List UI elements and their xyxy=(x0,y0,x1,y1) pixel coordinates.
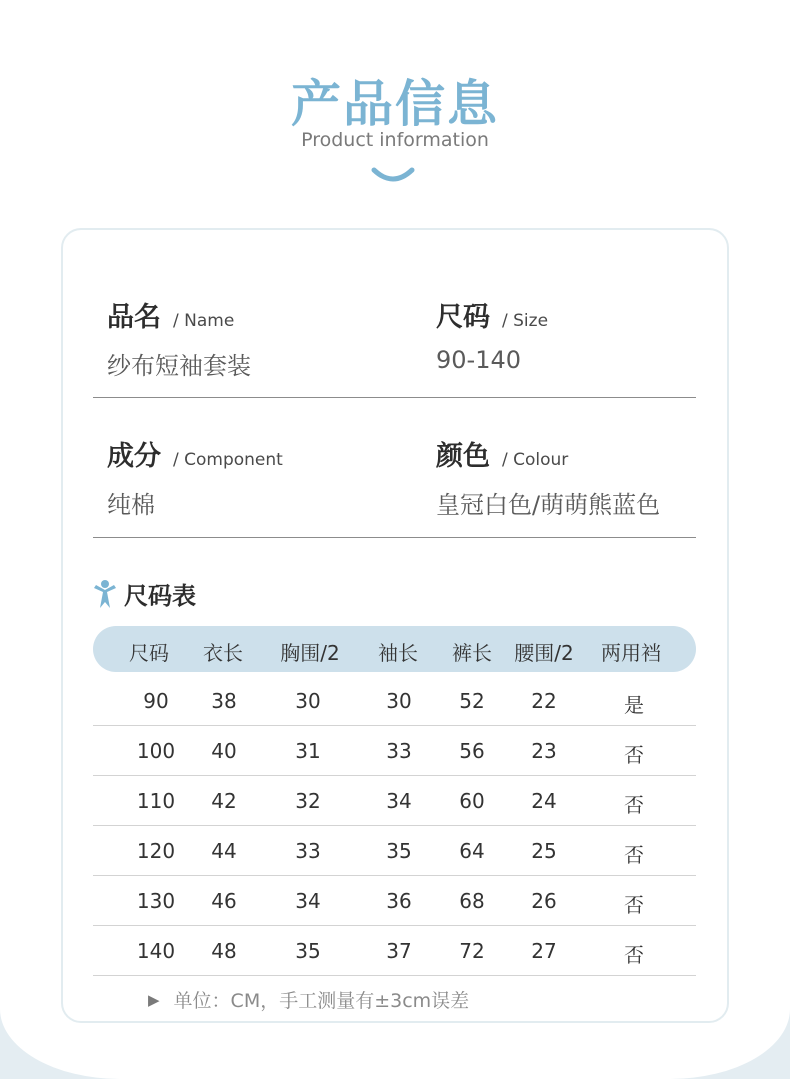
table-cell: 33 xyxy=(386,739,412,763)
header-cell: 两用裆 xyxy=(601,641,661,665)
table-cell: 72 xyxy=(459,939,485,963)
field-size-value: 90-140 xyxy=(436,346,522,374)
field-size xyxy=(436,295,548,374)
table-cell: 26 xyxy=(531,889,557,913)
header-cell: 衣长 xyxy=(203,641,243,665)
table-cell: 22 xyxy=(531,689,557,713)
divider xyxy=(93,397,696,398)
table-cell: 68 xyxy=(459,889,485,913)
header-cell: 裤长 xyxy=(452,641,492,665)
table-cell: 48 xyxy=(211,939,237,963)
size-chart-title: 尺码表 xyxy=(124,582,196,610)
child-figure-icon xyxy=(92,579,118,609)
field-name-en: / Name xyxy=(173,311,235,331)
table-cell: 56 xyxy=(459,739,485,763)
table-cell: 32 xyxy=(295,789,321,813)
table-cell: 60 xyxy=(459,789,485,813)
field-colour xyxy=(436,434,660,520)
table-cell: 24 xyxy=(531,789,557,813)
table-cell: 是 xyxy=(624,693,644,717)
table-cell: 34 xyxy=(386,789,412,813)
table-row xyxy=(93,726,696,776)
table-cell: 40 xyxy=(211,739,237,763)
table-cell: 33 xyxy=(295,839,321,863)
table-cell: 46 xyxy=(211,889,237,913)
field-name xyxy=(107,295,251,381)
table-cell: 36 xyxy=(386,889,412,913)
field-component xyxy=(107,434,283,520)
table-cell: 42 xyxy=(211,789,237,813)
table-cell: 34 xyxy=(295,889,321,913)
table-cell: 37 xyxy=(386,939,412,963)
field-component-label: 成分 xyxy=(107,441,161,472)
field-size-label: 尺码 xyxy=(436,302,490,333)
table-cell: 100 xyxy=(136,739,176,763)
table-cell: 30 xyxy=(295,689,321,713)
table-cell: 64 xyxy=(459,839,485,863)
header-cell: 尺码 xyxy=(129,641,169,665)
table-row xyxy=(93,876,696,926)
table-cell: 140 xyxy=(136,939,176,963)
header-cell: 袖长 xyxy=(378,641,418,665)
header-cell: 腰围/2 xyxy=(514,641,574,665)
table-row xyxy=(93,826,696,876)
table-cell: 否 xyxy=(624,793,644,817)
table-cell: 否 xyxy=(624,843,644,867)
table-row xyxy=(93,676,696,726)
table-cell: 30 xyxy=(386,689,412,713)
table-row xyxy=(93,926,696,976)
smile-icon xyxy=(370,164,416,186)
size-chart-heading xyxy=(92,576,196,611)
table-cell: 31 xyxy=(295,739,321,763)
header-cell: 胸围/2 xyxy=(280,641,340,665)
row-divider xyxy=(93,975,696,976)
table-cell: 130 xyxy=(136,889,176,913)
field-name-value: 纱布短袖套装 xyxy=(107,352,251,380)
field-colour-en: / Colour xyxy=(502,450,569,470)
table-cell: 120 xyxy=(136,839,176,863)
measurement-note-text: 单位：CM，手工测量有±3cm误差 xyxy=(173,990,470,1012)
size-table-header xyxy=(93,626,696,672)
field-name-label: 品名 xyxy=(107,302,161,333)
table-cell: 110 xyxy=(136,789,176,813)
table-cell: 38 xyxy=(211,689,237,713)
field-colour-value: 皇冠白色/萌萌熊蓝色 xyxy=(436,491,661,519)
field-component-en: / Component xyxy=(173,450,283,470)
page-title: 产品信息 xyxy=(291,75,499,133)
table-row xyxy=(93,776,696,826)
table-cell: 25 xyxy=(531,839,557,863)
table-cell: 23 xyxy=(531,739,557,763)
table-cell: 27 xyxy=(531,939,557,963)
table-cell: 否 xyxy=(624,893,644,917)
table-cell: 44 xyxy=(211,839,237,863)
table-cell: 52 xyxy=(459,689,485,713)
table-cell: 否 xyxy=(624,743,644,767)
table-cell: 35 xyxy=(386,839,412,863)
field-colour-label: 颜色 xyxy=(436,441,490,472)
table-cell: 否 xyxy=(624,943,644,967)
table-cell: 90 xyxy=(143,689,169,713)
measurement-note xyxy=(148,986,469,1013)
divider xyxy=(93,537,696,538)
field-component-value: 纯棉 xyxy=(107,491,155,519)
triangle-right-icon: ▶ xyxy=(148,990,160,1009)
table-cell: 35 xyxy=(295,939,321,963)
page-subtitle: Product information xyxy=(301,129,489,151)
field-size-en: / Size xyxy=(502,311,549,331)
